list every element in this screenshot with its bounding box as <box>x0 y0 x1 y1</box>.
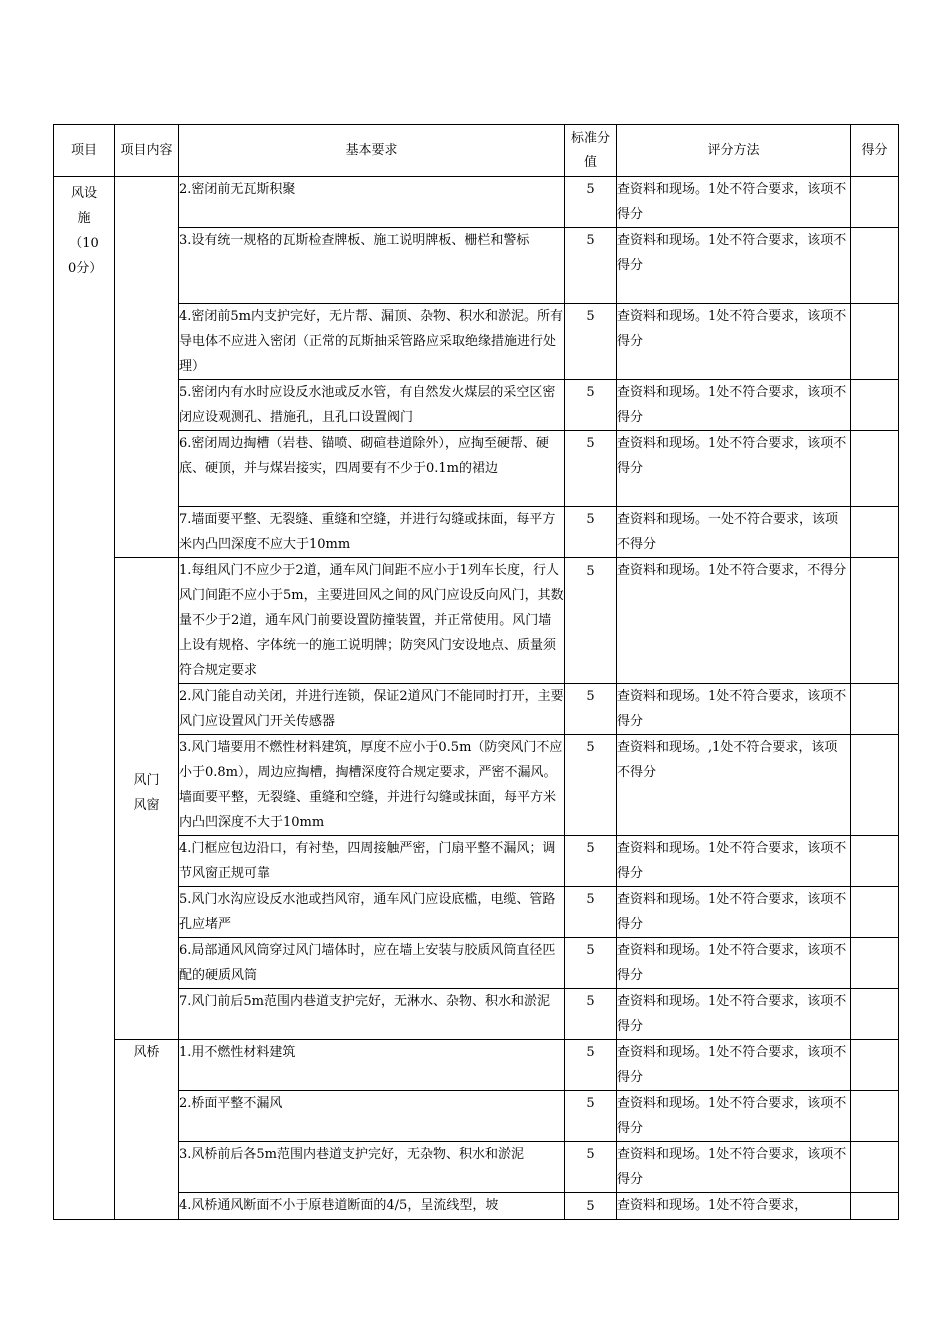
scoring-method: 查资料和现场。1处不符合要求，该项不得分 <box>617 228 851 304</box>
score-cell <box>851 836 899 887</box>
score-cell <box>851 228 899 304</box>
standard-score: 5 <box>565 228 617 304</box>
table-row <box>54 735 899 836</box>
requirement-text: 7.墙面要平整、无裂缝、重缝和空缝，并进行勾缝或抹面，每平方米内凸凹深度不应大于10mm <box>179 507 565 558</box>
score-cell <box>851 304 899 380</box>
table-row <box>54 1142 899 1193</box>
score-cell <box>851 684 899 735</box>
table-body <box>54 125 899 1220</box>
standard-score: 5 <box>565 836 617 887</box>
requirement-text: 1.用不燃性材料建筑 <box>179 1040 565 1091</box>
requirement-text: 5.风门水沟应设反水池或挡风帘，通车风门应设底槛，电缆、管路孔应堵严 <box>179 887 565 938</box>
table-row <box>54 938 899 989</box>
score-cell <box>851 558 899 684</box>
requirement-text: 3.风桥前后各5m范围内巷道支护完好，无杂物、积水和淤泥 <box>179 1142 565 1193</box>
section-title: 风设施（100分） <box>54 177 115 1220</box>
scoring-method: 查资料和现场。1处不符合要求，该项不得分 <box>617 938 851 989</box>
requirement-text: 6.局部通风风筒穿过风门墙体时，应在墙上安装与胶质风筒直径匹配的硬质风筒 <box>179 938 565 989</box>
scoring-table <box>53 124 899 1220</box>
score-cell <box>851 177 899 228</box>
standard-score: 5 <box>565 1193 617 1220</box>
header-row <box>54 125 899 177</box>
standard-score: 5 <box>565 558 617 684</box>
scoring-method: 查资料和现场。1处不符合要求，该项不得分 <box>617 177 851 228</box>
standard-score: 5 <box>565 177 617 228</box>
scoring-method: 查资料和现场。1处不符合要求，该项不得分 <box>617 304 851 380</box>
requirement-text: 4.门框应包边沿口，有衬垫，四周接触严密，门扇平整不漏风；调节风窗正规可靠 <box>179 836 565 887</box>
scoring-method: 查资料和现场。1处不符合要求，该项不得分 <box>617 1091 851 1142</box>
requirement-text: 2.风门能自动关闭，并进行连锁，保证2道风门不能同时打开，主要风门应设置风门开关传感器 <box>179 684 565 735</box>
scoring-method: 查资料和现场。一处不符合要求，该项不得分 <box>617 507 851 558</box>
table-row <box>54 684 899 735</box>
standard-score: 5 <box>565 989 617 1040</box>
table-row <box>54 558 899 684</box>
score-cell <box>851 1091 899 1142</box>
table-row <box>54 836 899 887</box>
requirement-text: 6.密闭周边掏槽（岩巷、锚喷、砌碹巷道除外），应掏至硬帮、硬底、硬顶，并与煤岩接实，四周要有不少于0.1m的裙边 <box>179 431 565 507</box>
requirement-text: 4.密闭前5m内支护完好，无片帮、漏顶、杂物、积水和淤泥。所有导电体不应进入密闭（正常的瓦斯抽采管路应采取绝缘措施进行处理） <box>179 304 565 380</box>
group-label: 风桥 <box>115 1040 179 1220</box>
table-row <box>54 887 899 938</box>
scoring-method: 查资料和现场。1处不符合要求，不得分 <box>617 558 851 684</box>
scoring-method: 查资料和现场。1处不符合要求，该项不得分 <box>617 887 851 938</box>
score-cell <box>851 938 899 989</box>
table-row <box>54 380 899 431</box>
header-method: 评分方法 <box>617 125 851 177</box>
standard-score: 5 <box>565 938 617 989</box>
table-row <box>54 1040 899 1091</box>
requirement-text: 2.密闭前无瓦斯积聚 <box>179 177 565 228</box>
score-cell <box>851 1040 899 1091</box>
score-cell <box>851 1193 899 1220</box>
scoring-method: 查资料和现场。,1处不符合要求，该项不得分 <box>617 735 851 836</box>
standard-score: 5 <box>565 1091 617 1142</box>
standard-score: 5 <box>565 684 617 735</box>
table-row <box>54 1193 899 1220</box>
scoring-method: 查资料和现场。1处不符合要求，该项不得分 <box>617 380 851 431</box>
scoring-method: 查资料和现场。1处不符合要求，该项不得分 <box>617 1040 851 1091</box>
table-row <box>54 228 899 304</box>
requirement-text: 1.每组风门不应少于2道，通车风门间距不应小于1列车长度，行人风门间距不应小于5m，主要进回风之间的风门应设反向风门，其数量不少于2道，通车风门前要设置防撞装置，并正常使用。风门墙上设有规格、字体统一的施工说明牌；防突风门安设地点、质量须符合规定要求 <box>179 558 565 684</box>
requirement-text: 3.设有统一规格的瓦斯检查牌板、施工说明牌板、栅栏和警标 <box>179 228 565 304</box>
table-row <box>54 177 899 228</box>
scoring-method: 查资料和现场。1处不符合要求，该项不得分 <box>617 684 851 735</box>
requirement-text: 3.风门墙要用不燃性材料建筑，厚度不应小于0.5m（防突风门不应小于0.8m），周边应掏槽，掏槽深度符合规定要求，严密不漏风。墙面要平整，无裂缝、重缝和空缝，并进行勾缝或抹面，每平方米内凸凹深度不大于10mm <box>179 735 565 836</box>
standard-score: 5 <box>565 380 617 431</box>
scoring-method: 查资料和现场。1处不符合要求，该项不得分 <box>617 431 851 507</box>
score-cell <box>851 507 899 558</box>
scoring-method: 查资料和现场。1处不符合要求，该项不得分 <box>617 836 851 887</box>
table-row <box>54 1091 899 1142</box>
table-row <box>54 431 899 507</box>
requirement-text: 7.风门前后5m范围内巷道支护完好，无淋水、杂物、积水和淤泥 <box>179 989 565 1040</box>
standard-score: 5 <box>565 1040 617 1091</box>
header-got: 得分 <box>851 125 899 177</box>
table-row <box>54 304 899 380</box>
requirement-text: 2.桥面平整不漏风 <box>179 1091 565 1142</box>
header-score: 标准分值 <box>565 125 617 177</box>
score-cell <box>851 735 899 836</box>
score-cell <box>851 1142 899 1193</box>
requirement-text: 5.密闭内有水时应设反水池或反水管，有自然发火煤层的采空区密闭应设观测孔、措施孔，且孔口设置阀门 <box>179 380 565 431</box>
scoring-method: 查资料和现场。1处不符合要求，该项不得分 <box>617 1142 851 1193</box>
header-req: 基本要求 <box>179 125 565 177</box>
scoring-method: 查资料和现场。1处不符合要求，该项不得分 <box>617 989 851 1040</box>
score-cell <box>851 887 899 938</box>
standard-score: 5 <box>565 507 617 558</box>
standard-score: 5 <box>565 304 617 380</box>
standard-score: 5 <box>565 1142 617 1193</box>
scoring-method: 查资料和现场。1处不符合要求， <box>617 1193 851 1220</box>
score-cell <box>851 989 899 1040</box>
standard-score: 5 <box>565 735 617 836</box>
header-item: 项目 <box>54 125 115 177</box>
table-row <box>54 507 899 558</box>
standard-score: 5 <box>565 431 617 507</box>
group-label: 风门风窗 <box>115 558 179 1040</box>
requirement-text: 4.风桥通风断面不小于原巷道断面的4/5，呈流线型，坡 <box>179 1193 565 1220</box>
header-sub: 项目内容 <box>115 125 179 177</box>
score-cell <box>851 380 899 431</box>
score-cell <box>851 431 899 507</box>
table-row <box>54 989 899 1040</box>
group-label <box>115 177 179 558</box>
standard-score: 5 <box>565 887 617 938</box>
